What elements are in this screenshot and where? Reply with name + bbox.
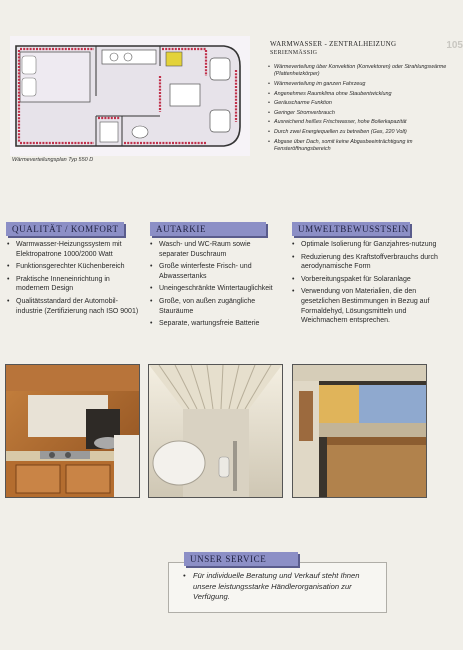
heating-feature: • Abgase über Dach, somit keine Abgasbeeinträchtigung im Fensteröffnungsbereich [268,139,460,154]
heating-floorplan [10,36,250,156]
heating-feature: • Angenehmes Raumklima ohne Staubentwicklung [268,91,460,98]
section-heading-service: UNSER SERVICE [184,552,298,566]
heating-feature: • Geringer Stromverbrauch [268,110,460,117]
floorplan-diagram [10,36,250,156]
section-heading-environment: UMWELTBEWUSSTSEIN [292,222,410,236]
service-item: • Für individuelle Beratung und Verkauf steht Ihnen unsere leistungsstarke Händlerorganisation zur Verfügung. [183,571,376,603]
heating-title-main: WARMWASSER - ZENTRALHEIZUNG [270,40,397,48]
heating-feature: • Durch zwei Energiequellen zu betreiben (Gas, 220 Volt) [268,129,460,136]
list-item: • Große, von außen zugängliche Stauräume [150,297,280,316]
section-heading-quality: QUALITÄT / KOMFORT [6,222,124,236]
kitchen-photo-illustration [6,365,139,497]
list-item: • Optimale Isolierung für Ganzjahres-nutzung [292,240,452,250]
environment-list [292,240,452,329]
kitchen-photo [5,364,140,498]
list-item: • Qualitätsstandard der Automobil-industrie (Zertifizierung nach ISO 9001) [7,297,139,316]
list-item: • Funktionsgerechter Küchenbereich [7,262,139,272]
heating-feature: • Ausreichend heißes Frischwasser, hohe Boilerkapazität [268,119,460,126]
service-box [168,562,387,613]
bathroom-photo-illustration [149,365,282,497]
list-item: • Große winterfeste Frisch- und Abwassertanks [150,262,280,281]
bathroom-photo [148,364,283,498]
heating-title [270,40,460,58]
heating-title-sub: SERIENMÄSSIG [270,50,318,56]
heating-feature: • Wärmeverteilung im ganzen Fahrzeug [268,81,460,88]
list-item: • Praktische Inneneinrichtung in modernem Design [7,275,139,294]
heating-features-list [268,64,460,156]
insulation-photo [292,364,427,498]
list-item: • Vorbereitungspaket für Solaranlage [292,275,452,285]
quality-list [7,240,139,319]
heating-feature: • Geräuscharme Funktion [268,100,460,107]
background-ghost-text: 105 [446,40,463,51]
list-item: • Wasch- und WC-Raum sowie separater Duschraum [150,240,280,259]
list-item: • Warmwasser-Heizungssystem mit Elektropatrone 1000/2000 Watt [7,240,139,259]
list-item: • Reduzierung des Kraftstoffverbrauchs durch aerodynamische Form [292,253,452,272]
section-heading-autarkie: AUTARKIE [150,222,266,236]
list-item: • Separate, wartungsfreie Batterie [150,319,280,329]
insulation-photo-illustration [293,365,426,497]
list-item: • Uneingeschränkte Wintertauglichkeit [150,284,280,294]
floorplan-caption: Wärmeverteilungsplan Typ 550 D [12,157,94,163]
autarkie-list [150,240,280,332]
heating-feature: • Wärmeverteilung über Konvektion (Konvektoren) oder Strahlungswärme (Plattenheizkörper) [268,64,460,79]
list-item: • Verwendung von Materialien, die den gesetzlichen Bestimmungen in Bezug auf Formaldehyd, Lösungsmitteln und Weichmachern entsprechen. [292,287,452,325]
